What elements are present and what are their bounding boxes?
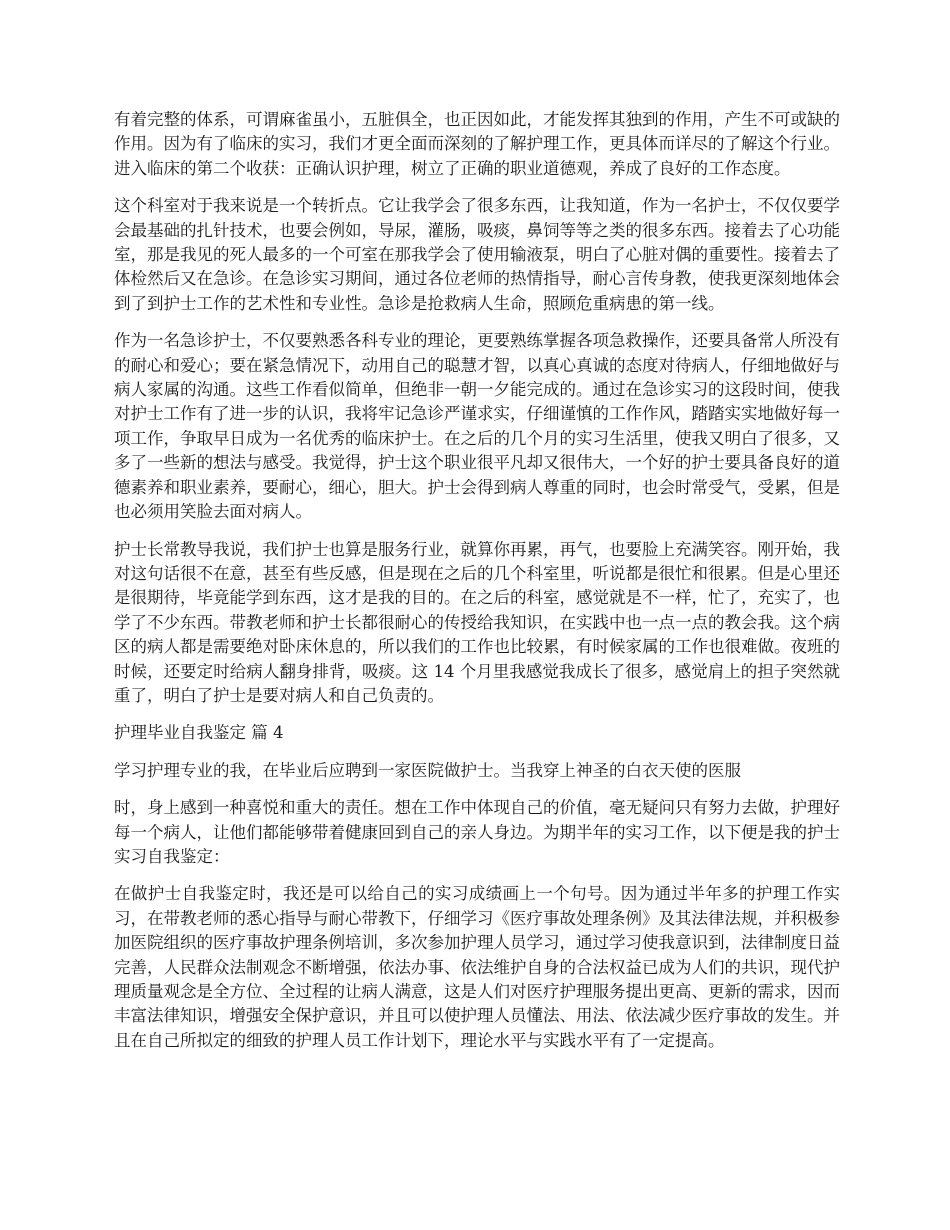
section-heading: 护理毕业自我鉴定 篇 4 [114,723,284,743]
paragraph: 时，身上感到一种喜悦和重大的责任。想在工作中体现自己的价值，毫无疑问只有努力去做，护理好每一个病人，让他们都能够带着健康回到自己的亲人身边。为期半年的实习工作，以下便是我的护士实习自我鉴定： [114,798,840,866]
document-body [114,108,840,1066]
paragraph: 作为一名急诊护士，不仅要熟悉各科专业的理论，更要熟练掌握各项急救操作，还要具备常人所没有的耐心和爱心；要在紧急情况下，动用自己的聪慧才智，以真心真诚的态度对待病人，仔细地做好与病人家属的沟通。这些工作看似简单，但绝非一朝一夕能完成的。通过在急诊实习的这段时间，使我对护士工作有了进一步的认识，我将牢记急诊严谨求实，仔细谨慎的工作作风，踏踏实实地做好每一项工作，争取早日成为一名优秀的临床护士。在之后的几个月的实习生活里，使我又明白了很多，又多了一些新的想法与感受。我觉得，护士这个职业很平凡却又很伟大，一个好的护士要具备良好的道德素养和职业素养，要耐心，细心，胆大。护士会得到病人尊重的同时，也会时常受气，受累，但是也必须用笑脸去面对病人。 [114,331,840,522]
paragraph: 有着完整的体系，可谓麻雀虽小，五脏俱全，也正因如此，才能发挥其独到的作用，产生不可或缺的作用。因为有了临床的实习，我们才更全面而深刻的了解护理工作，更具体而详尽的了解这个行业。进入临床的第二个收获：正确认识护理，树立了正确的职业道德观，养成了良好的工作态度。 [114,110,840,178]
paragraph: 在做护士自我鉴定时，我还是可以给自己的实习成绩画上一个句号。因为通过半年多的护理工作实习，在带教老师的悉心指导与耐心带教下，仔细学习《医疗事故处理条例》及其法律法规，并积极参加医院组织的医疗事故护理条例培训，多次参加护理人员学习，通过学习使我意识到，法律制度日益完善，人民群众法制观念不断增强，依法办事、依法维护自身的合法权益已成为人们的共识，现代护理质量观念是全方位、全过程的让病人满意，这是人们对医疗护理服务提出更高、更新的需求，因而丰富法律知识，增强安全保护意识，并且可以使护理人员懂法、用法、依法减少医疗事故的发生。并且在自己所拟定的细致的护理人员工作计划下，理论水平与实践水平有了一定提高。 [114,884,840,1050]
paragraph: 护士长常教导我说，我们护士也算是服务行业，就算你再累，再气，也要脸上充满笑容。刚开始，我对这句话很不在意，甚至有些反感，但是现在之后的几个科室里，听说都是很忙和很累。但是心里还是很期待，毕竟能学到东西，这才是我的目的。在之后的科室，感觉就是不一样，忙了，充实了，也学了不少东西。带教老师和护士长都很耐心的传授给我知识，在实践中也一点一点的教会我。这个病区的病人都是需要绝对卧床休息的，所以我们的工作也比较累，有时候家属的工作也很难做。夜班的时候，还要定时给病人翻身排背，吸痰。这 14 个月里我感觉我成长了很多，感觉肩上的担子突然就重了，明白了护士是要对病人和自己负责的。 [114,539,840,705]
paragraph: 学习护理专业的我，在毕业后应聘到一家医院做护士。当我穿上神圣的白衣天使的医服 [114,760,741,780]
paragraph: 这个科室对于我来说是一个转折点。它让我学会了很多东西，让我知道，作为一名护士，不仅仅要学会最基础的扎针技术，也要会例如，导尿，灌肠，吸痰，鼻饲等等之类的很多东西。接着去了心功能室，那是我见的死人最多的一个可室在那我学会了使用输液泵，明白了心脏对偶的重要性。接着去了体检然后又在急诊。在急诊实习期间，通过各位老师的热情指导，耐心言传身教，使我更深刻地体会到了到护士工作的艺术性和专业性。急诊是抢救病人生命，照顾危重病患的第一线。 [114,196,840,313]
